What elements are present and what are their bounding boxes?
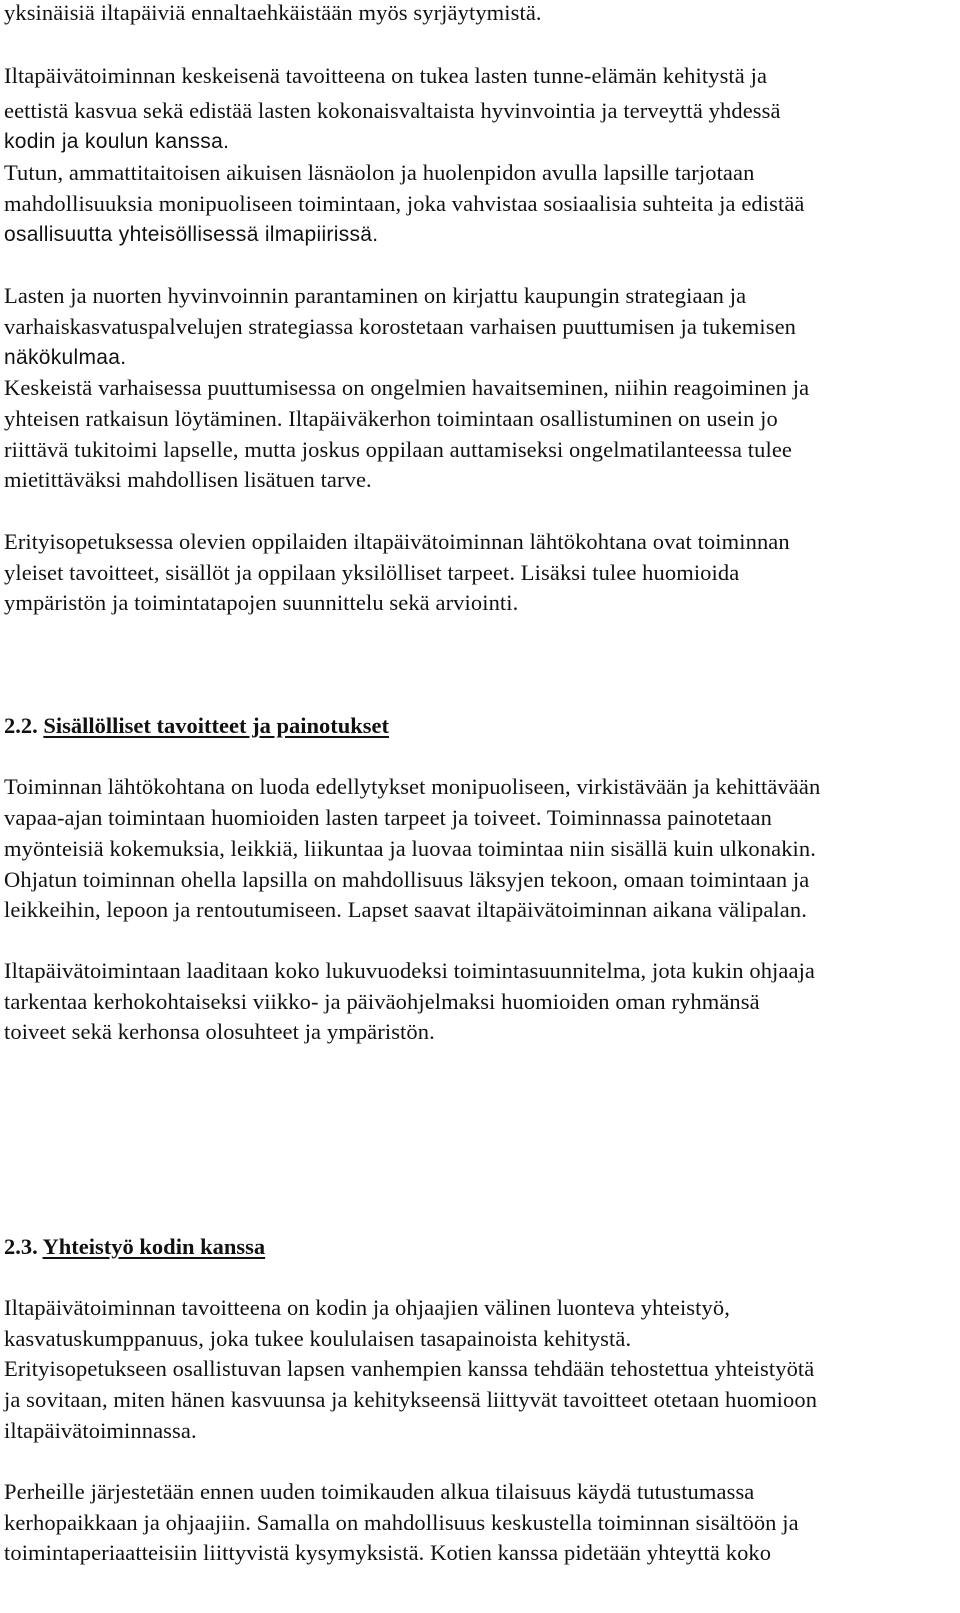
text-line: Ohjatun toiminnan ohella lapsilla on mahdollisuus läksyjen tekoon, omaan toimintaan ja (4, 867, 810, 892)
text-line: Erityisopetukseen osallistuvan lapsen vanhempien kanssa tehdään tehostettua yhteistyötä (4, 1356, 815, 1381)
text-line: leikkeihin, lepoon ja rentoutumiseen. Lapset saavat iltapäivätoiminnan aikana välipalan. (4, 897, 807, 922)
text-line: riittävä tukitoimi lapselle, mutta joskus oppilaan auttamiseksi ongelmatilanteessa tulee (4, 437, 792, 462)
text-line: eettistä kasvua sekä edistää lasten kokonaisvaltaista hyvinvointia ja terveyttä yhdessä (4, 98, 781, 123)
text-line: tarkentaa kerhokohtaiseksi viikko- ja päiväohjelmaksi huomioiden oman ryhmänsä (4, 989, 760, 1014)
text-line: Erityisopetuksessa olevien oppilaiden iltapäivätoiminnan lähtökohtana ovat toiminnan (4, 529, 790, 554)
text-line: varhaiskasvatuspalvelujen strategiassa korostetaan varhaisen puuttumisen ja tukemisen (4, 314, 797, 339)
text-line: kodin ja koulun kanssa. (4, 130, 230, 153)
section-title: Yhteistyö kodin kanssa (42, 1234, 266, 1259)
text-line: Iltapäivätoiminnan keskeisenä tavoitteena on tukea lasten tunne-elämän kehitystä ja (4, 63, 768, 88)
text-line: ja sovitaan, miten hänen kasvuunsa ja kehitykseensä liittyvät tavoitteet otetaan huomioon (4, 1387, 818, 1412)
section-number: 2.3. (4, 1234, 38, 1259)
text-line: Lasten ja nuorten hyvinvoinnin parantaminen on kirjattu kaupungin strategiaan ja (4, 283, 747, 308)
text-line: ympäristön ja toimintatapojen suunnittelu sekä arviointi. (4, 590, 519, 615)
text-line: Iltapäivätoimintaan laaditaan koko lukuvuodeksi toimintasuunnitelma, jota kukin ohjaaja (4, 958, 816, 983)
text-line: myönteisiä kokemuksia, leikkiä, liikuntaa ja luovaa toimintaa niin sisällä kuin ulkonakin. (4, 836, 816, 861)
text-line: toimintaperiaatteisiin liittyvistä kysymyksistä. Kotien kanssa pidetään yhteyttä koko (4, 1540, 772, 1565)
text-line: yhteisen ratkaisun löytäminen. Iltapäiväkerhon toimintaan osallistuminen on usein jo (4, 406, 778, 431)
text-line: vapaa-ajan toimintaan huomioiden lasten tarpeet ja toiveet. Toiminnassa painotetaan (4, 805, 772, 830)
text-line: Iltapäivätoiminnan tavoitteena on kodin ja ohjaajien välinen luonteva yhteistyö, (4, 1295, 730, 1320)
text-line: mietittäväksi mahdollisen lisätuen tarve. (4, 467, 372, 492)
text-line: mahdollisuuksia monipuoliseen toimintaan, joka vahvistaa sosiaalisia suhteita ja edistää (4, 191, 805, 216)
text-line: Toiminnan lähtökohtana on luoda edellytykset monipuoliseen, virkistävään ja kehittävään (4, 774, 821, 799)
text-line: iltapäivätoiminnassa. (4, 1418, 197, 1443)
text-line: Perheille järjestetään ennen uuden toimikauden alkua tilaisuus käydä tutustumassa (4, 1479, 755, 1504)
text-line: Tutun, ammattitaitoisen aikuisen läsnäolon ja huolenpidon avulla lapsille tarjotaan (4, 160, 755, 185)
text-line: Keskeistä varhaisessa puuttumisessa on ongelmien havaitseminen, niihin reagoiminen ja (4, 375, 810, 400)
text-line: toiveet sekä kerhonsa olosuhteet ja ympäristön. (4, 1019, 435, 1044)
text-line: yleiset tavoitteet, sisällöt ja oppilaan yksilölliset tarpeet. Lisäksi tulee huomioida (4, 560, 740, 585)
text-line: näkökulmaa. (4, 346, 127, 369)
section-heading (4, 711, 389, 741)
text-line: yksinäisiä iltapäiviä ennaltaehkäistään myös syrjäytymistä. (4, 0, 542, 25)
text-line: kerhopaikkaan ja ohjaajiin. Samalla on mahdollisuus keskustella toiminnan sisältöön ja (4, 1510, 799, 1535)
section-title: Sisällölliset tavoitteet ja painotukset (43, 713, 389, 738)
text-line: kasvatuskumppanuus, joka tukee koululaisen tasapainoista kehitystä. (4, 1326, 632, 1351)
section-heading (4, 1232, 265, 1262)
section-number: 2.2. (4, 713, 38, 738)
text-line: osallisuutta yhteisöllisessä ilmapiirissä. (4, 223, 379, 246)
